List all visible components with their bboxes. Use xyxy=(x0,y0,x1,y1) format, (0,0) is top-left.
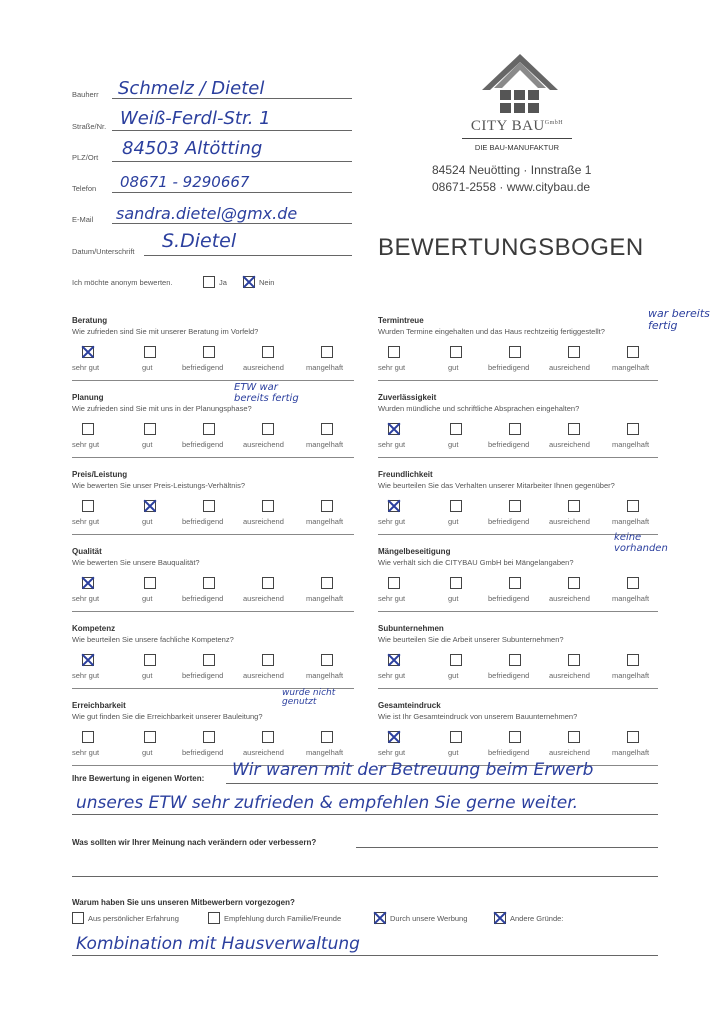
question-title: Qualität xyxy=(72,547,102,556)
rating-option-label: gut xyxy=(142,594,153,603)
own-words-text-2[interactable]: unseres ETW sehr zufrieden & empfehlen Sie gerne weiter. xyxy=(76,793,579,813)
question-separator xyxy=(72,611,354,612)
rating-option-label: mangelhaft xyxy=(306,363,344,372)
rating-checkbox-befriedigend[interactable] xyxy=(509,423,521,435)
field-label-bauherr: Bauherr xyxy=(72,90,99,99)
rating-checkbox-befriedigend[interactable] xyxy=(203,654,215,666)
rating-checkbox-mangelhaft[interactable] xyxy=(627,500,639,512)
rating-checkbox-gut[interactable] xyxy=(144,346,156,358)
company-tagline: DIE BAU-MANUFAKTUR xyxy=(474,143,560,152)
rating-checkbox-mangelhaft[interactable] xyxy=(321,500,333,512)
rating-checkbox-sehr-gut[interactable] xyxy=(388,500,400,512)
rating-option-label: befriedigend xyxy=(182,440,224,449)
rating-option-label: gut xyxy=(142,440,153,449)
rating-option-label: sehr gut xyxy=(378,748,406,757)
question-separator xyxy=(72,380,354,381)
company-contact: 08671-2558 · www.citybau.de xyxy=(432,180,591,194)
rating-checkbox-gut[interactable] xyxy=(450,423,462,435)
rating-checkbox-mangelhaft[interactable] xyxy=(627,654,639,666)
strasse-value[interactable]: Weiß-Ferdl-Str. 1 xyxy=(120,108,271,129)
question-separator xyxy=(378,457,658,458)
competitor-reason-checkbox[interactable] xyxy=(494,912,506,924)
improve-line-1 xyxy=(356,847,658,848)
rating-option-label: ausreichend xyxy=(243,517,284,526)
anonymous-question: Ich möchte anonym bewerten. xyxy=(72,278,173,287)
rating-checkbox-ausreichend[interactable] xyxy=(262,500,274,512)
question-title: Planung xyxy=(72,393,104,402)
rating-checkbox-befriedigend[interactable] xyxy=(203,577,215,589)
question-text: Wie ist Ihr Gesamteindruck von unserem Bauunternehmen? xyxy=(378,712,578,721)
rating-checkbox-ausreichend[interactable] xyxy=(568,731,580,743)
rating-option-label: ausreichend xyxy=(243,594,284,603)
own-words-line-1 xyxy=(226,783,658,784)
rating-option-label: sehr gut xyxy=(72,748,100,757)
rating-option-label: ausreichend xyxy=(243,748,284,757)
question-separator xyxy=(72,534,354,535)
field-label-plzort: PLZ/Ort xyxy=(72,153,99,162)
field-label-email: E-Mail xyxy=(72,215,94,224)
rating-option-label: sehr gut xyxy=(72,594,100,603)
rating-checkbox-mangelhaft[interactable] xyxy=(627,423,639,435)
question-text: Wie zufrieden sind Sie mit unserer Beratung im Vorfeld? xyxy=(72,327,259,336)
rating-checkbox-ausreichend[interactable] xyxy=(568,577,580,589)
question-handwritten-note: ETW war bereits fertig xyxy=(234,382,299,404)
rating-option-label: mangelhaft xyxy=(306,748,344,757)
rating-checkbox-mangelhaft[interactable] xyxy=(321,731,333,743)
question-separator xyxy=(72,457,354,458)
improve-label: Was sollten wir Ihrer Meinung nach verändern oder verbessern? xyxy=(72,838,317,847)
plzort-value[interactable]: 84503 Altötting xyxy=(122,138,263,159)
rating-option-label: gut xyxy=(448,671,459,680)
field-label-datum: Datum/Unterschrift xyxy=(72,247,135,256)
rating-option-label: mangelhaft xyxy=(612,440,650,449)
question-text: Wie bewerten Sie unsere Bauqualität? xyxy=(72,558,200,567)
rating-option-label: befriedigend xyxy=(488,440,530,449)
rating-checkbox-befriedigend[interactable] xyxy=(509,346,521,358)
field-label-telefon: Telefon xyxy=(72,184,97,193)
field-label-strasse: Straße/Nr. xyxy=(72,122,107,131)
rating-option-label: mangelhaft xyxy=(612,517,650,526)
rating-checkbox-ausreichend[interactable] xyxy=(568,500,580,512)
other-reason-text[interactable]: Kombination mit Hausverwaltung xyxy=(76,934,360,954)
rating-option-label: sehr gut xyxy=(72,517,100,526)
rating-option-label: mangelhaft xyxy=(612,748,650,757)
question-handwritten-note: keine vorhanden xyxy=(614,532,668,554)
own-words-label: Ihre Bewertung in eigenen Worten: xyxy=(72,774,205,783)
rating-option-label: befriedigend xyxy=(182,363,224,372)
own-words-text-1[interactable]: Wir waren mit der Betreuung beim Erwerb xyxy=(232,760,594,780)
rating-option-label: sehr gut xyxy=(378,594,406,603)
anonymous-no-label: Nein xyxy=(259,278,275,287)
question-title: Freundlichkeit xyxy=(378,470,433,479)
field-line-email xyxy=(112,223,352,224)
rating-option-label: gut xyxy=(142,671,153,680)
question-text: Wie beurteilen Sie unsere fachliche Kompetenz? xyxy=(72,635,234,644)
rating-option-label: befriedigend xyxy=(488,363,530,372)
rating-option-label: gut xyxy=(448,363,459,372)
form-title: BEWERTUNGSBOGEN xyxy=(378,234,644,261)
rating-option-label: sehr gut xyxy=(378,671,406,680)
question-separator xyxy=(378,611,658,612)
rating-option-label: mangelhaft xyxy=(306,594,344,603)
own-words-line-2 xyxy=(72,814,658,815)
question-handwritten-note: wurde nicht genutzt xyxy=(282,688,336,708)
rating-checkbox-sehr-gut[interactable] xyxy=(82,346,94,358)
rating-checkbox-ausreichend[interactable] xyxy=(262,577,274,589)
rating-option-label: befriedigend xyxy=(182,748,224,757)
rating-option-label: sehr gut xyxy=(378,363,406,372)
rating-option-label: gut xyxy=(142,748,153,757)
rating-checkbox-ausreichend[interactable] xyxy=(262,346,274,358)
signature-value[interactable]: S.Dietel xyxy=(162,230,237,252)
rating-option-label: mangelhaft xyxy=(612,594,650,603)
rating-checkbox-gut[interactable] xyxy=(450,346,462,358)
rating-checkbox-gut[interactable] xyxy=(450,731,462,743)
question-separator xyxy=(378,688,658,689)
field-line-telefon xyxy=(112,192,352,193)
question-title: Erreichbarkeit xyxy=(72,701,126,710)
rating-checkbox-mangelhaft[interactable] xyxy=(321,577,333,589)
rating-option-label: ausreichend xyxy=(243,671,284,680)
rating-checkbox-gut[interactable] xyxy=(144,731,156,743)
question-text: Wurden Termine eingehalten und das Haus rechtzeitig fertiggestellt? xyxy=(378,327,605,336)
question-title: Gesamteindruck xyxy=(378,701,441,710)
rating-checkbox-gut[interactable] xyxy=(144,654,156,666)
rating-checkbox-sehr-gut[interactable] xyxy=(82,500,94,512)
rating-checkbox-mangelhaft[interactable] xyxy=(321,346,333,358)
competitor-reason-label: Aus persönlicher Erfahrung xyxy=(88,914,179,923)
field-line-strasse xyxy=(112,130,352,131)
question-text: Wie gut finden Sie die Erreichbarkeit unserer Bauleitung? xyxy=(72,712,263,721)
telefon-value[interactable]: 08671 - 9290667 xyxy=(120,173,250,191)
rating-checkbox-ausreichend[interactable] xyxy=(568,654,580,666)
company-name: CITY $BAU^{GmbH}$ xyxy=(470,118,564,134)
rating-option-label: gut xyxy=(448,440,459,449)
rating-checkbox-ausreichend[interactable] xyxy=(568,346,580,358)
rating-option-label: befriedigend xyxy=(182,671,224,680)
rating-option-label: sehr gut xyxy=(72,363,100,372)
question-title: Preis/Leistung xyxy=(72,470,128,479)
rating-option-label: mangelhaft xyxy=(306,517,344,526)
rating-checkbox-befriedigend[interactable] xyxy=(509,731,521,743)
rating-option-label: befriedigend xyxy=(488,594,530,603)
rating-checkbox-sehr-gut[interactable] xyxy=(388,423,400,435)
rating-checkbox-befriedigend[interactable] xyxy=(203,731,215,743)
rating-option-label: gut xyxy=(448,748,459,757)
field-line-plzort xyxy=(112,161,352,162)
question-title: Beratung xyxy=(72,316,108,325)
question-text: Wie verhält sich die CITYBAU GmbH bei Mängelangaben? xyxy=(378,558,574,567)
question-separator xyxy=(378,380,658,381)
competitors-label: Warum haben Sie uns unseren Mitbewerbern vorgezogen? xyxy=(72,898,295,907)
rating-checkbox-befriedigend[interactable] xyxy=(509,500,521,512)
rating-checkbox-befriedigend[interactable] xyxy=(203,500,215,512)
rating-option-label: mangelhaft xyxy=(612,671,650,680)
question-text: Wie bewerten Sie unser Preis-Leistungs-Verhältnis? xyxy=(72,481,246,490)
anonymous-yes-checkbox[interactable] xyxy=(203,276,215,288)
rating-checkbox-sehr-gut[interactable] xyxy=(82,731,94,743)
competitor-reason-checkbox[interactable] xyxy=(208,912,220,924)
question-title: Mängelbeseitigung xyxy=(378,547,451,556)
rating-checkbox-befriedigend[interactable] xyxy=(203,423,215,435)
rating-option-label: sehr gut xyxy=(378,517,406,526)
rating-option-label: gut xyxy=(448,594,459,603)
rating-option-label: mangelhaft xyxy=(306,671,344,680)
rating-checkbox-mangelhaft[interactable] xyxy=(627,346,639,358)
rating-checkbox-gut[interactable] xyxy=(144,423,156,435)
anonymous-yes-label: Ja xyxy=(219,278,227,287)
rating-option-label: ausreichend xyxy=(243,363,284,372)
rating-checkbox-gut[interactable] xyxy=(450,654,462,666)
rating-option-label: sehr gut xyxy=(72,671,100,680)
rating-option-label: befriedigend xyxy=(182,594,224,603)
rating-checkbox-sehr-gut[interactable] xyxy=(82,654,94,666)
rating-option-label: ausreichend xyxy=(549,594,590,603)
rating-checkbox-sehr-gut[interactable] xyxy=(388,346,400,358)
rating-checkbox-mangelhaft[interactable] xyxy=(627,731,639,743)
field-line-datum xyxy=(144,255,352,256)
rating-checkbox-sehr-gut[interactable] xyxy=(388,731,400,743)
email-value[interactable]: sandra.dietel@gmx.de xyxy=(116,204,298,223)
rating-checkbox-gut[interactable] xyxy=(144,500,156,512)
rating-option-label: gut xyxy=(448,517,459,526)
rating-checkbox-sehr-gut[interactable] xyxy=(388,577,400,589)
anonymous-no-checkbox[interactable] xyxy=(243,276,255,288)
competitor-reason-label: Empfehlung durch Familie/Freunde xyxy=(224,914,342,923)
rating-option-label: befriedigend xyxy=(488,517,530,526)
rating-checkbox-ausreichend[interactable] xyxy=(262,423,274,435)
rating-option-label: befriedigend xyxy=(182,517,224,526)
question-title: Termintreue xyxy=(378,316,424,325)
question-title: Subunternehmen xyxy=(378,624,444,633)
rating-checkbox-gut[interactable] xyxy=(144,577,156,589)
other-reason-line xyxy=(72,955,658,956)
question-text: Wie beurteilen Sie das Verhalten unserer Mitarbeiter Ihnen gegenüber? xyxy=(378,481,615,490)
rating-option-label: ausreichend xyxy=(549,748,590,757)
question-title: Zuverlässigkeit xyxy=(378,393,437,402)
rating-checkbox-mangelhaft[interactable] xyxy=(627,577,639,589)
house-logo-icon xyxy=(480,52,560,116)
rating-option-label: ausreichend xyxy=(549,671,590,680)
question-text: Wurden mündliche und schriftliche Absprachen eingehalten? xyxy=(378,404,580,413)
rating-option-label: sehr gut xyxy=(72,440,100,449)
bauherr-value[interactable]: Schmelz / Dietel xyxy=(118,78,265,99)
rating-option-label: gut xyxy=(142,517,153,526)
competitor-reason-checkbox[interactable] xyxy=(72,912,84,924)
improve-line-2 xyxy=(72,876,658,877)
rating-option-label: ausreichend xyxy=(549,440,590,449)
question-text: Wie zufrieden sind Sie mit uns in der Planungsphase? xyxy=(72,404,252,413)
rating-checkbox-gut[interactable] xyxy=(450,500,462,512)
rating-checkbox-befriedigend[interactable] xyxy=(509,577,521,589)
rating-option-label: ausreichend xyxy=(243,440,284,449)
rating-option-label: gut xyxy=(142,363,153,372)
rating-option-label: ausreichend xyxy=(549,363,590,372)
question-text: Wie beurteilen Sie die Arbeit unserer Subunternehmen? xyxy=(378,635,564,644)
competitor-reason-label: Durch unsere Werbung xyxy=(390,914,468,923)
rating-checkbox-befriedigend[interactable] xyxy=(203,346,215,358)
rating-option-label: sehr gut xyxy=(378,440,406,449)
rating-checkbox-gut[interactable] xyxy=(450,577,462,589)
competitor-reason-checkbox[interactable] xyxy=(374,912,386,924)
rating-option-label: befriedigend xyxy=(488,748,530,757)
rating-checkbox-sehr-gut[interactable] xyxy=(82,577,94,589)
rating-option-label: mangelhaft xyxy=(306,440,344,449)
rating-checkbox-sehr-gut[interactable] xyxy=(388,654,400,666)
rating-checkbox-mangelhaft[interactable] xyxy=(321,423,333,435)
rating-checkbox-mangelhaft[interactable] xyxy=(321,654,333,666)
question-title: Kompetenz xyxy=(72,624,116,633)
rating-checkbox-ausreichend[interactable] xyxy=(262,731,274,743)
company-address: 84524 Neuötting · Innstraße 1 xyxy=(432,163,592,177)
rating-checkbox-ausreichend[interactable] xyxy=(568,423,580,435)
question-handwritten-note: war bereits fertig xyxy=(648,307,710,332)
rating-checkbox-befriedigend[interactable] xyxy=(509,654,521,666)
rating-checkbox-sehr-gut[interactable] xyxy=(82,423,94,435)
rating-option-label: befriedigend xyxy=(488,671,530,680)
rating-option-label: ausreichend xyxy=(549,517,590,526)
competitor-reason-label: Andere Gründe: xyxy=(510,914,564,923)
logo-divider xyxy=(462,138,572,139)
rating-checkbox-ausreichend[interactable] xyxy=(262,654,274,666)
rating-option-label: mangelhaft xyxy=(612,363,650,372)
